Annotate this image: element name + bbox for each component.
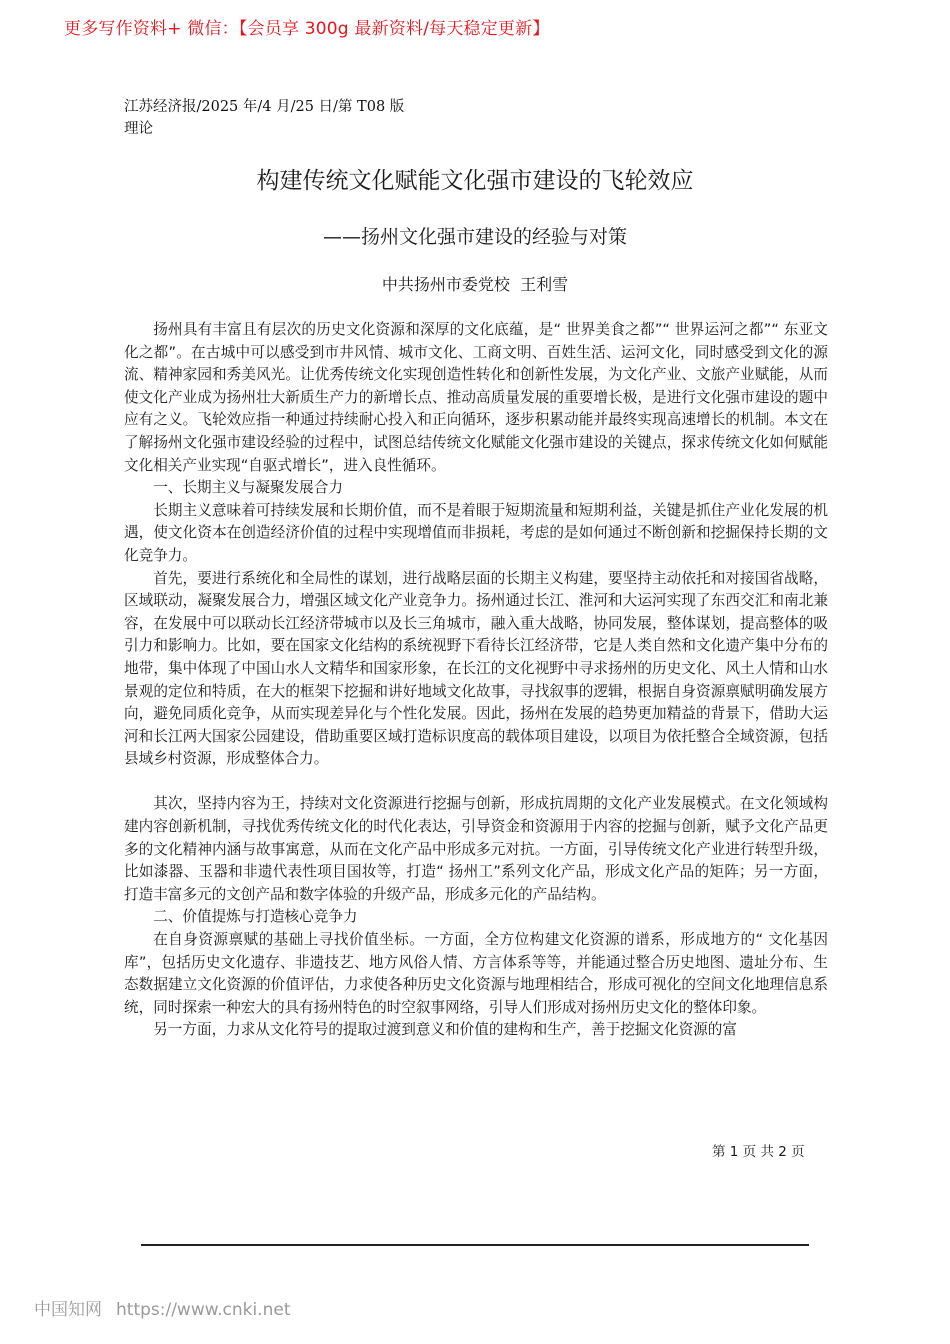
cnki-watermark: [34, 1295, 290, 1320]
paragraph: 首先，要进行系统化和全局性的谋划，进行战略层面的长期主义构建，要坚持主动依托和对接国省战略，区域联动，凝聚发展合力，增强区域文化产业竞争力。扬州通过长江、淮河和大运河实现了东西交汇和南北兼容，在发展中可以联动长江经济带城市以及长三角城市，融入重大战略，协同发展，整体谋划，提高整体的吸引力和影响力。比如，要在国家文化结构的系统视野下看待长江经济带，它是人类自然和文化遗产集中分布的地带，集中体现了中国山水人文精华和国家形象，在长江的文化视野中寻求扬州的历史文化、风土人情和山水景观的定位和特质，在大的框架下挖掘和讲好地域文化故事，寻找叙事的逻辑，根据自身资源禀赋明确发展方向，避免同质化竞争，从而实现差异化与个性化发展。因此，扬州在发展的趋势更加精益的背景下，借助大运河和长江两大国家公园建设，借助重要区域打造标识度高的载体项目建设，以项目为依托整合全域资源，包括县域乡村资源，形成整体合力。: [124, 569, 828, 768]
article-body: [124, 319, 828, 1042]
footer-divider: [141, 1244, 809, 1246]
paragraph: 另一方面，力求从文化符号的提取过渡到意义和价值的建构和生产，善于挖掘文化资源的富: [153, 1021, 737, 1039]
article-author: 中共扬州市委党校 王利雪: [381, 275, 569, 294]
paragraph: 在自身资源禀赋的基础上寻找价值坐标。一方面，全方位构建文化资源的谱系，形成地方的“ 文化基因库”，包括历史文化遗存、非遗技艺、地方风俗人情、方言体系等等，并能通过整合历史地图、遗址分布、生态数据建立文化资源的价值评估，力求使各种历史文化资源与地理相结合，形成可视化的空间文化地理信息系统，同时探索一种宏大的具有扬州特色的时空叙事网络，引导人们形成对扬州历史文化的整体印象。: [124, 931, 828, 1016]
source-line: 江苏经济报/2025 年/4 月/25 日/第 T08 版理论: [124, 99, 405, 137]
page-number: 第 1 页 共 2 页: [712, 1144, 805, 1160]
paragraph: 长期主义意味着可持续发展和长期价值，而不是着眼于短期流量和短期利益，关键是抓住产业化发展的机遇，使文化资本在创造经济价值的过程中实现增值而非损耗，考虑的是如何通过不断创新和挖掘保持长期的文化竞争力。: [124, 501, 828, 564]
promo-banner: 更多写作资料+ 微信：【会员享 300g 最新资料/每天稳定更新】: [64, 19, 550, 39]
cnki-site-name: 中国知网: [34, 1300, 102, 1320]
paragraph: 扬州具有丰富且有层次的历史文化资源和深厚的文化底蕴，是“ 世界美食之都”“ 世界运河之都”“ 东亚文化之都”。在古城中可以感受到市井风情、城市文化、工商文明、百姓生活、运河文化，同时感受到文化的源流、精神家园和秀美风光。让优秀传统文化实现创造性转化和创新性发展，为文化产业、文旅产业赋能，从而使文化产业成为扬州壮大新质生产力的新增长点、推动高质量发展的重要增长极，是进行文化强市建设的题中应有之义。飞轮效应指一种通过持续耐心投入和正向循环，逐步积累动能并最终实现高速增长的机制。本文在了解扬州文化强市建设经验的过程中，试图总结传统文化赋能文化强市建设的关键点，探求传统文化如何赋能文化相关产业实现“自驱式增长”，进入良性循环。: [124, 321, 828, 474]
article-subtitle: ——扬州文化强市建设的经验与对策: [322, 226, 627, 248]
article-title: 构建传统文化赋能文化强市建设的飞轮效应: [256, 168, 694, 194]
section-heading: 二、价值提炼与打造核心竞争力: [153, 908, 358, 926]
section-heading: 一、长期主义与凝聚发展合力: [153, 479, 343, 497]
cnki-url[interactable]: https://www.cnki.net: [116, 1300, 291, 1320]
paragraph: 其次，坚持内容为王，持续对文化资源进行挖掘与创新，形成抗周期的文化产业发展模式。在文化领域构建内容创新机制，寻找优秀传统文化的时代化表达，引导资金和资源用于内容的挖掘与创新，赋予文化产品更多的文化精神内涵与故事寓意，从而在文化产品中形成多元对抗。一方面，引导传统文化产业进行转型升级，比如漆器、玉器和非遗代表性项目国妆等，打造“ 扬州工”系列文化产品，形成文化产品的矩阵；另一方面，打造丰富多元的文创产品和数字体验的升级产品，形成多元化的产品结构。: [124, 795, 828, 903]
